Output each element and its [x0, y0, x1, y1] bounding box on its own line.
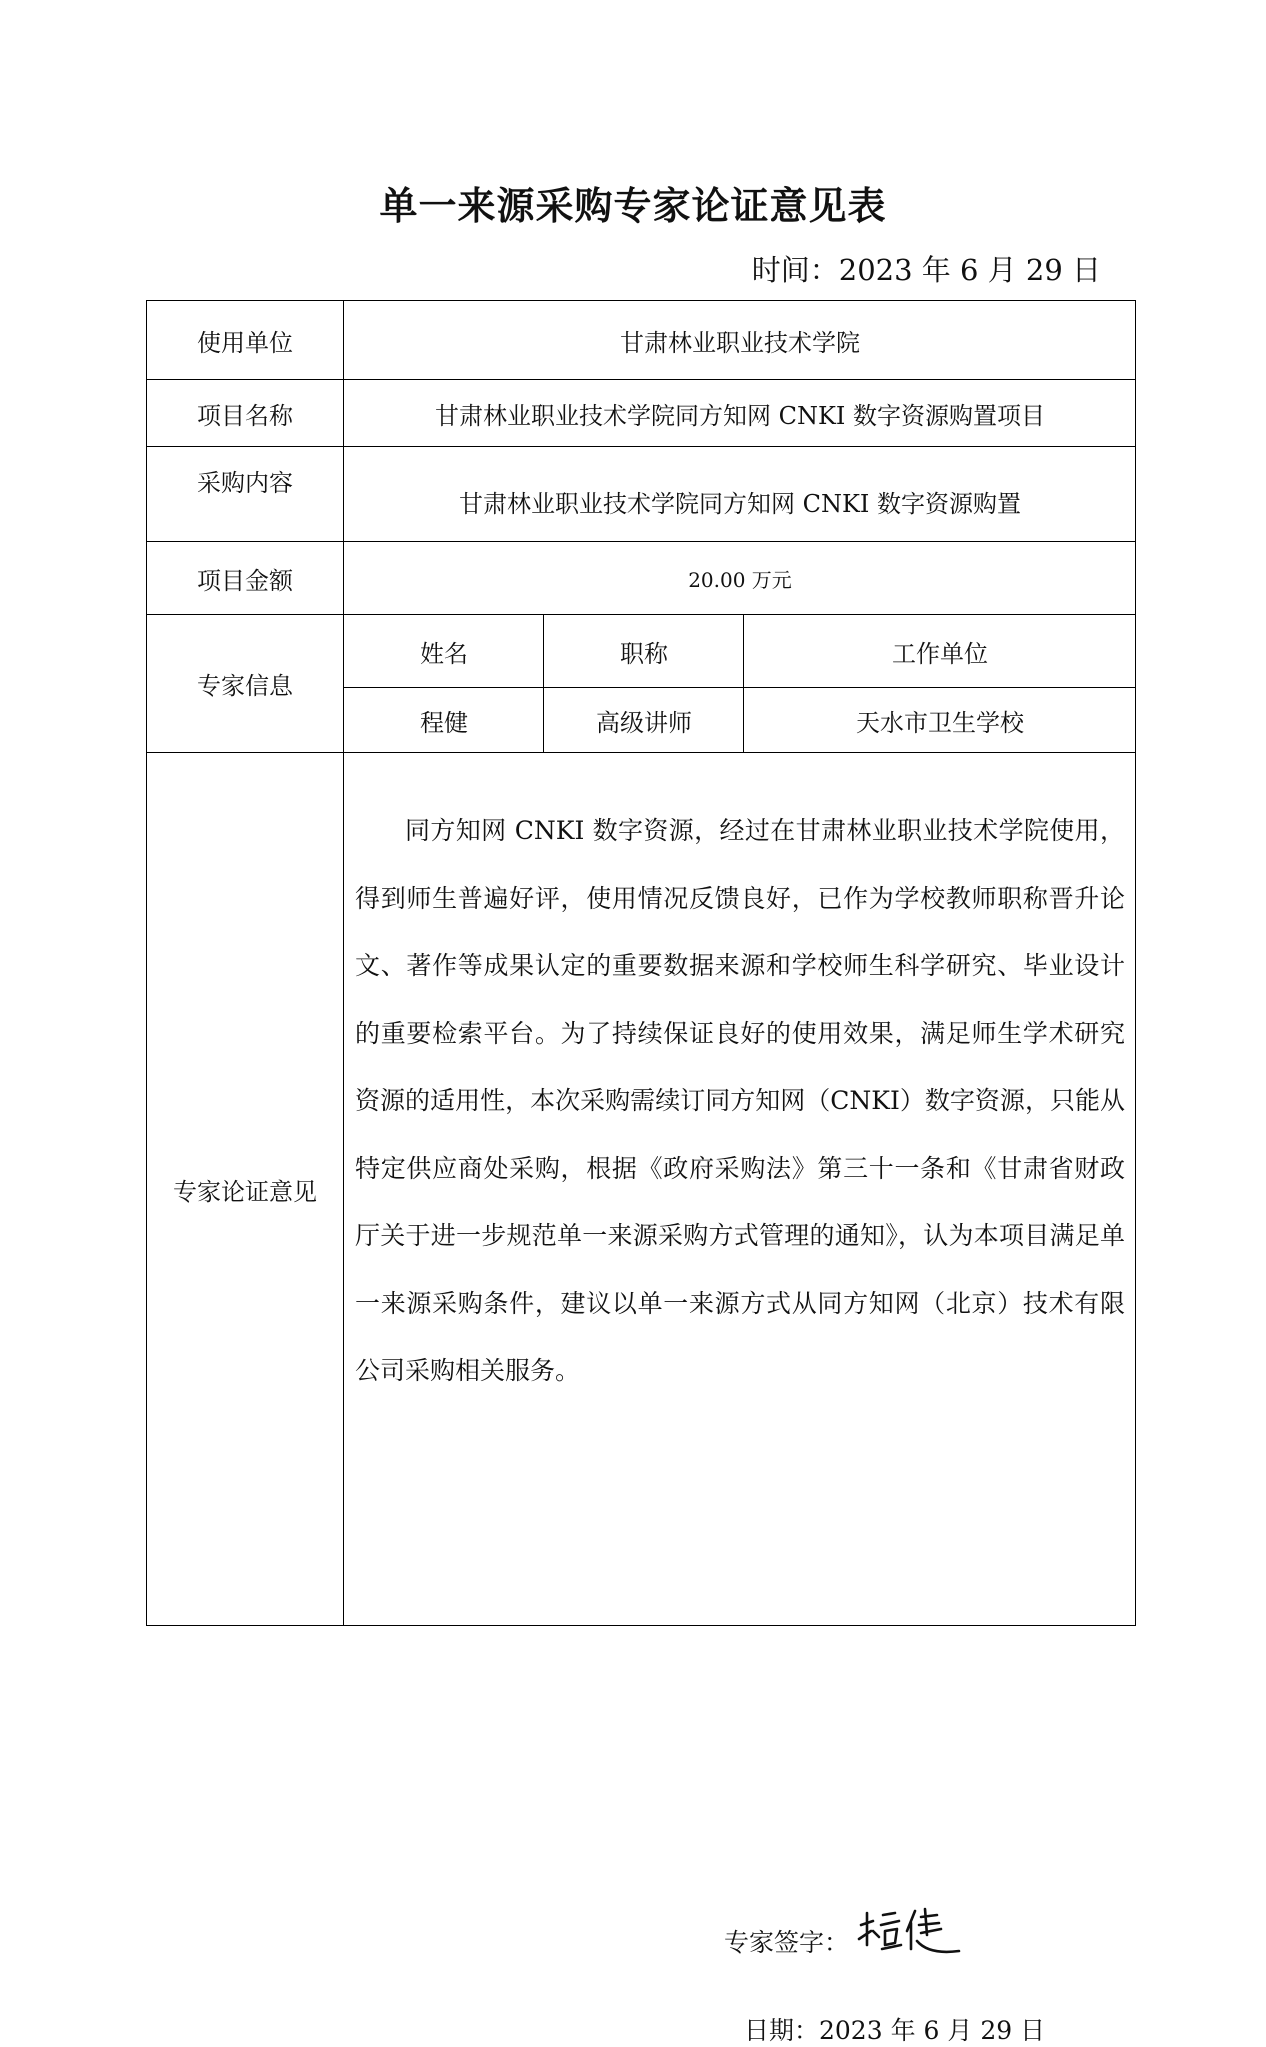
signature-label: 专家签字： — [724, 1928, 850, 1957]
project-name-label: 项目名称 — [197, 401, 293, 430]
opinion-date: 日期：2023 年 6 月 29 日 — [744, 2016, 1046, 2045]
column-divider — [743, 614, 744, 752]
expert-title-header: 职称 — [620, 639, 668, 668]
expert-workplace-value: 天水市卫生学校 — [856, 708, 1024, 737]
expert-name-value: 程健 — [420, 708, 468, 737]
user-unit-value: 甘肃林业职业技术学院 — [620, 328, 860, 357]
project-amount-label: 项目金额 — [197, 566, 293, 595]
opinion-form-table — [146, 300, 1136, 2045]
purchase-content-value: 甘肃林业职业技术学院同方知网 CNKI 数字资源购置 — [458, 489, 1022, 518]
expert-opinion-cell — [147, 753, 1135, 2045]
document-title: 单一来源采购专家论证意见表 — [379, 184, 887, 228]
expert-opinion-label: 专家论证意见 — [173, 1177, 317, 1206]
project-amount-value: 20.00 万元 — [688, 567, 792, 592]
expert-opinion-text: 同方知网 CNKI 数字资源，经过在甘肃林业职业技术学院使用，得到师生普遍好评，使用情况反馈良好，已作为学校教师职称晋升论文、著作等成果认定的重要数据来源和学校师生科学研究、毕业设计的重要检索平台。为了持续保证良好的使用效果，满足师生学术研究资源的适用性，本次采购需续订同方知网（CNKI）数字资源，只能从特定供应商处采购，根据《政府采购法》第三十一条和《甘肃省财政厅关于进一步规范单一来源采购方式管理的通知》，认为本项目满足单一来源采购条件，建议以单一来源方式从同方知网（北京）技术有限公司采购相关服务。 — [355, 816, 1125, 1385]
expert-workplace-header: 工作单位 — [892, 639, 988, 668]
document-time: 时间：2023 年 6 月 29 日 — [751, 253, 1101, 287]
purchase-content-label: 采购内容 — [197, 468, 293, 497]
project-name-value: 甘肃林业职业技术学院同方知网 CNKI 数字资源购置项目 — [434, 401, 1046, 430]
user-unit-label: 使用单位 — [197, 328, 293, 357]
column-divider — [543, 614, 544, 752]
expert-title-value: 高级讲师 — [596, 708, 692, 737]
expert-info-label: 专家信息 — [197, 672, 293, 700]
handwritten-signature — [855, 1901, 965, 1961]
expert-name-header: 姓名 — [420, 639, 468, 668]
